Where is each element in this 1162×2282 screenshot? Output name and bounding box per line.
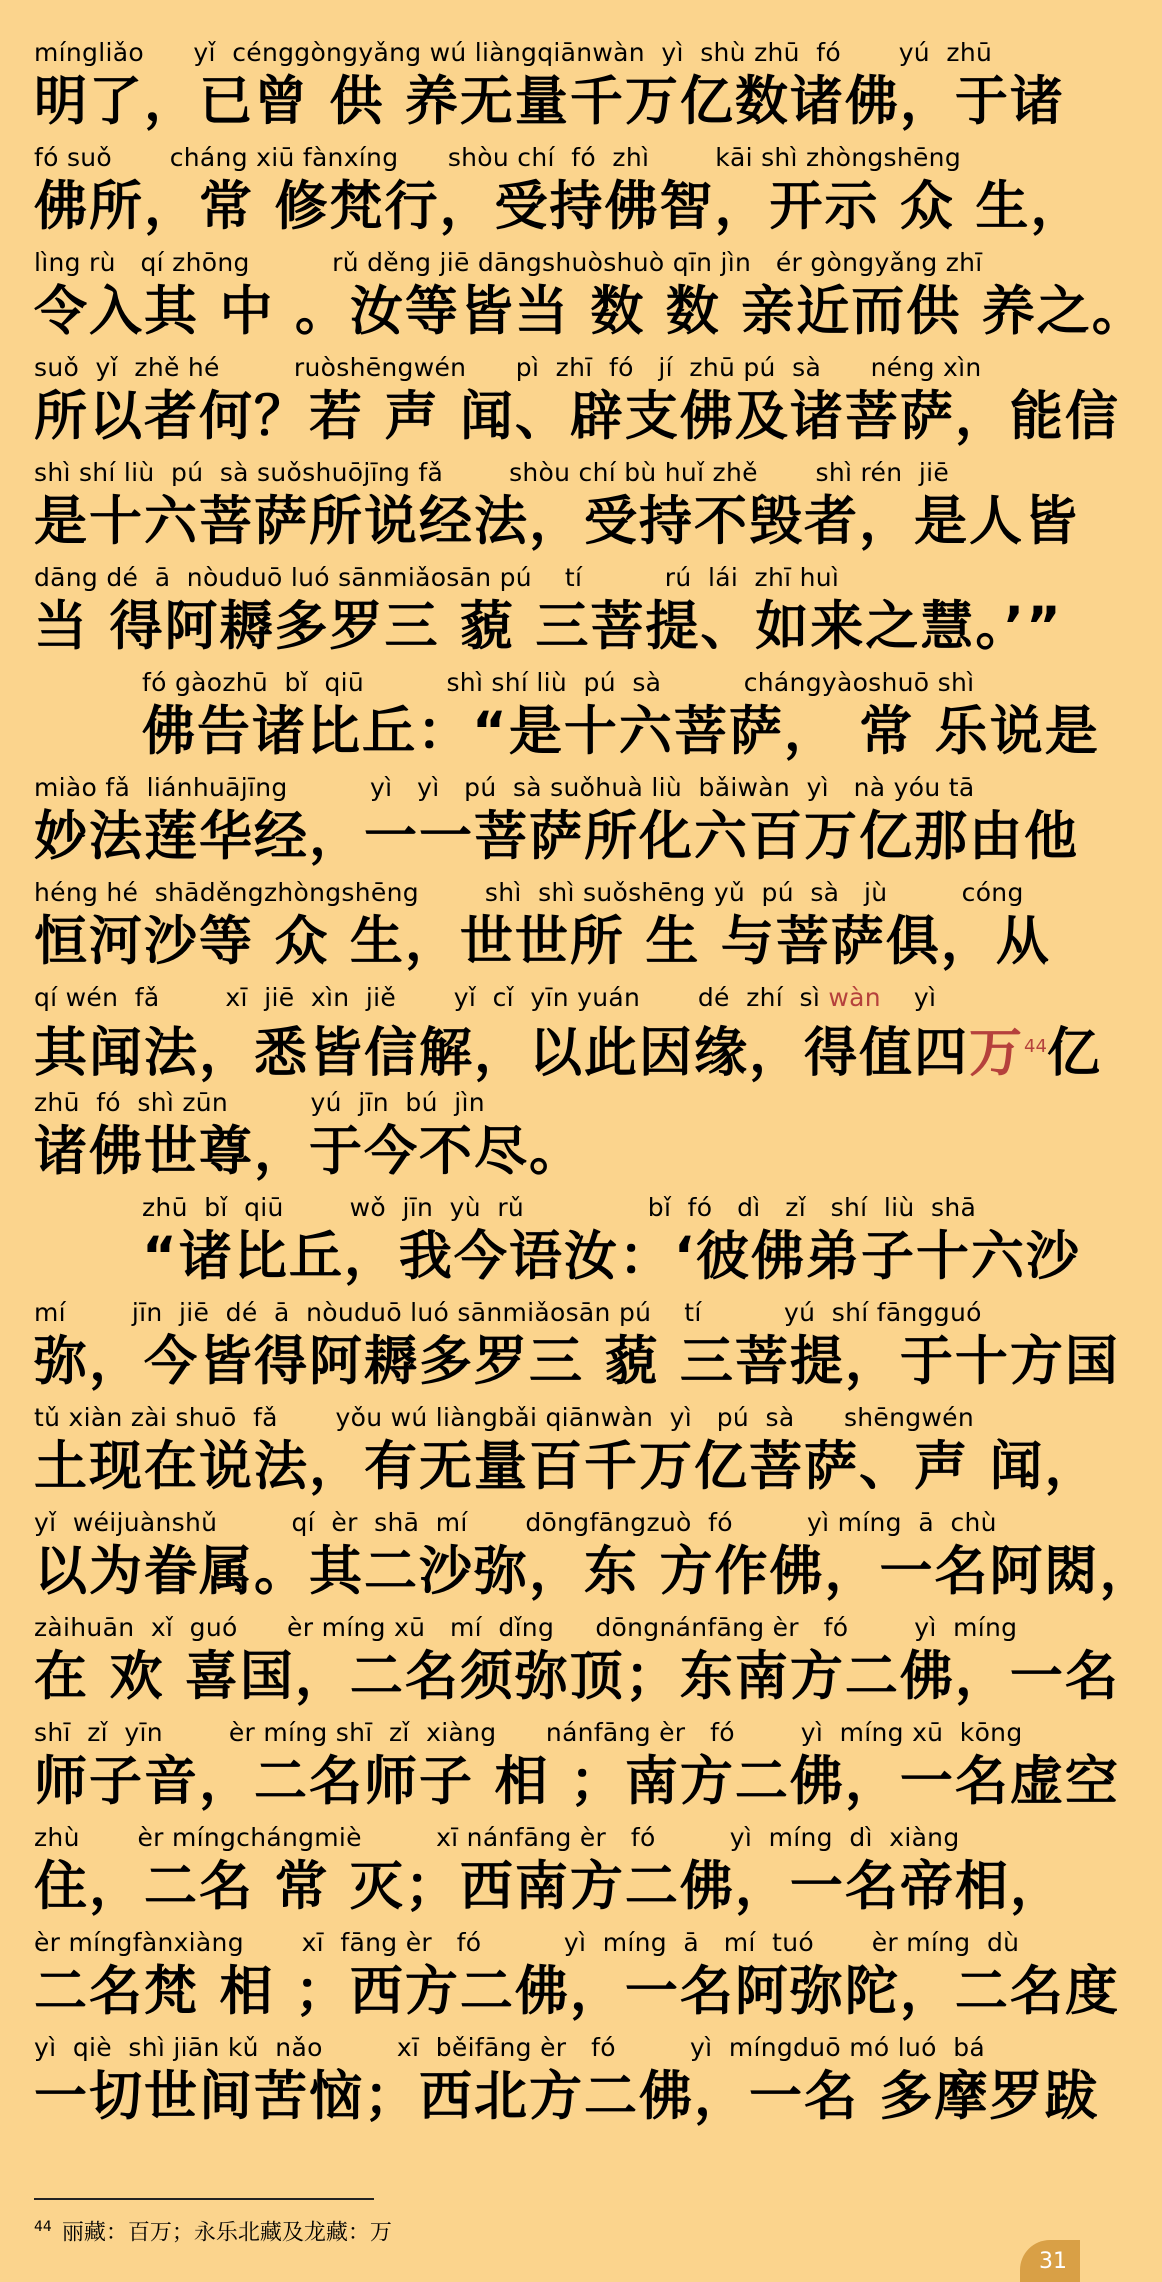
footnote-text: 丽藏：百万；永乐北藏及龙藏：万: [61, 2220, 392, 2246]
pinyin-line: tǔ xiàn zài shuō fǎ yǒu wú liàngbǎi qiānwàn yì pú sà shēngwén: [34, 1403, 974, 1432]
page-number: 31: [1039, 2248, 1067, 2274]
pinyin-line: yì qiè shì jiān kǔ nǎo xī běifāng èr fó yì míngduō mó luó bá: [34, 2033, 985, 2062]
hanzi-line: 土现在说法，有无量百千万亿菩萨、声 闻，: [34, 1436, 1100, 1497]
hanzi-line: 令入其 中 。汝等皆当 数 数 亲近而供 养之。: [34, 281, 1147, 342]
hanzi-line: 当 得阿耨多罗三 藐 三菩提、如来之慧。’”: [34, 596, 1063, 657]
hanzi-line: 妙法莲华经，一一菩萨所化六百万亿那由他: [34, 806, 1079, 867]
page-number-badge: [1020, 2240, 1080, 2282]
pinyin-line: lìng rù qí zhōng rǔ děng jiē dāngshuòshuò qīn jìn ér gòngyǎng zhī: [34, 248, 983, 277]
pinyin-line: miào fǎ liánhuājīng yì yì pú sà suǒhuà liù bǎiwàn yì nà yóu tā: [34, 773, 975, 802]
pinyin-highlight: wàn: [828, 983, 881, 1012]
pinyin-line: fó gàozhū bǐ qiū shì shí liù pú sà chángyàoshuō shì: [142, 668, 975, 697]
hanzi-line: 在 欢 喜国，二名须弥顶；东南方二佛，一名: [34, 1646, 1120, 1707]
pinyin-line: fó suǒ cháng xiū fànxíng shòu chí fó zhì kāi shì zhòngshēng: [34, 143, 961, 172]
footnote-reference[interactable]: 44: [1024, 1036, 1047, 1057]
pinyin-line: [34, 981, 1054, 1015]
hanzi-line: 以为眷属。其二沙弥，东 方作佛，一名阿閦，: [34, 1541, 1155, 1602]
pinyin-line: zhū fó shì zūn yú jīn bú jìn: [34, 1088, 485, 1117]
pinyin-line: zàihuān xǐ guó èr míng xū mí dǐng dōngnánfāng èr fó yì míng: [34, 1613, 1018, 1642]
hanzi-line: [34, 1015, 1102, 1086]
hanzi-segment: 其闻法，悉皆信解，以此因缘，得值四: [34, 1022, 969, 1084]
pinyin-line: míngliǎo yǐ cénggòngyǎng wú liàngqiānwàn yì shù zhū fó yú zhū: [34, 38, 993, 67]
hanzi-line: “诸比丘，我今语汝：‘彼佛弟子十六沙: [142, 1226, 1081, 1287]
pinyin-line: èr míngfànxiàng xī fāng èr fó yì míng ā mí tuó èr míng dù: [34, 1928, 1020, 1957]
hanzi-line: 恒河沙等 众 生，世世所 生 与菩萨俱，从: [34, 911, 1051, 972]
pinyin-line: zhù èr míngchángmiè xī nánfāng èr fó yì míng dì xiàng: [34, 1823, 960, 1852]
hanzi-highlight: 万: [969, 1022, 1024, 1084]
pinyin-line: zhū bǐ qiū wǒ jīn yù rǔ bǐ fó dì zǐ shí liù shā: [142, 1193, 977, 1222]
pinyin-line: dāng dé ā nòuduō luó sānmiǎosān pú tí rú lái zhī huì: [34, 563, 840, 592]
hanzi-line: 二名梵 相 ；西方二佛，一名阿弥陀，二名度: [34, 1961, 1120, 2022]
hanzi-line: 诸佛世尊，于今不尽。: [34, 1121, 584, 1182]
hanzi-line: 住，二名 常 灭；西南方二佛，一名帝相，: [34, 1856, 1065, 1917]
hanzi-segment: 亿: [1046, 1022, 1102, 1084]
footnote: [34, 2212, 392, 2248]
pinyin-line: suǒ yǐ zhě hé ruòshēngwén pì zhī fó jí zhū pú sà néng xìn: [34, 353, 982, 382]
pinyin-line: shì shí liù pú sà suǒshuōjīng fǎ shòu chí bù huǐ zhě shì rén jiē: [34, 458, 950, 487]
footnote-number: 44: [34, 2219, 52, 2235]
hanzi-line: 弥，今皆得阿耨多罗三 藐 三菩提，于十方国: [34, 1331, 1120, 1392]
hanzi-line: 是十六菩萨所说经法，受持不毁者，是人皆: [34, 491, 1079, 552]
hanzi-line: 一切世间苦恼；西北方二佛，一名 多摩罗跋: [34, 2066, 1100, 2127]
hanzi-line: 佛告诸比丘：“是十六菩萨， 常 乐说是: [142, 701, 1100, 762]
footnote-divider: [34, 2198, 374, 2200]
pinyin-segment: yì: [880, 983, 937, 1012]
hanzi-line: 佛所，常 修梵行，受持佛智，开示 众 生，: [34, 176, 1086, 237]
pinyin-line: yǐ wéijuànshǔ qí èr shā mí dōngfāngzuò fó yì míng ā chù: [34, 1508, 997, 1537]
hanzi-line: 所以者何？若 声 闻、辟支佛及诸菩萨，能信: [34, 386, 1120, 447]
pinyin-segment: qí wén fǎ xī jiē xìn jiě yǐ cǐ yīn yuán dé zhí sì: [34, 983, 829, 1012]
hanzi-line: 明了，已曾 供 养无量千万亿数诸佛，于诸: [34, 71, 1065, 132]
pinyin-line: héng hé shāděngzhòngshēng shì shì suǒshēng yǔ pú sà jù cóng: [34, 878, 1024, 907]
hanzi-line: 师子音，二名师子 相 ；南方二佛，一名虚空: [34, 1751, 1120, 1812]
pinyin-line: shī zǐ yīn èr míng shī zǐ xiàng nánfāng èr fó yì míng xū kōng: [34, 1718, 1023, 1747]
pinyin-line: mí jīn jiē dé ā nòuduō luó sānmiǎosān pú tí yú shí fāngguó: [34, 1298, 982, 1327]
